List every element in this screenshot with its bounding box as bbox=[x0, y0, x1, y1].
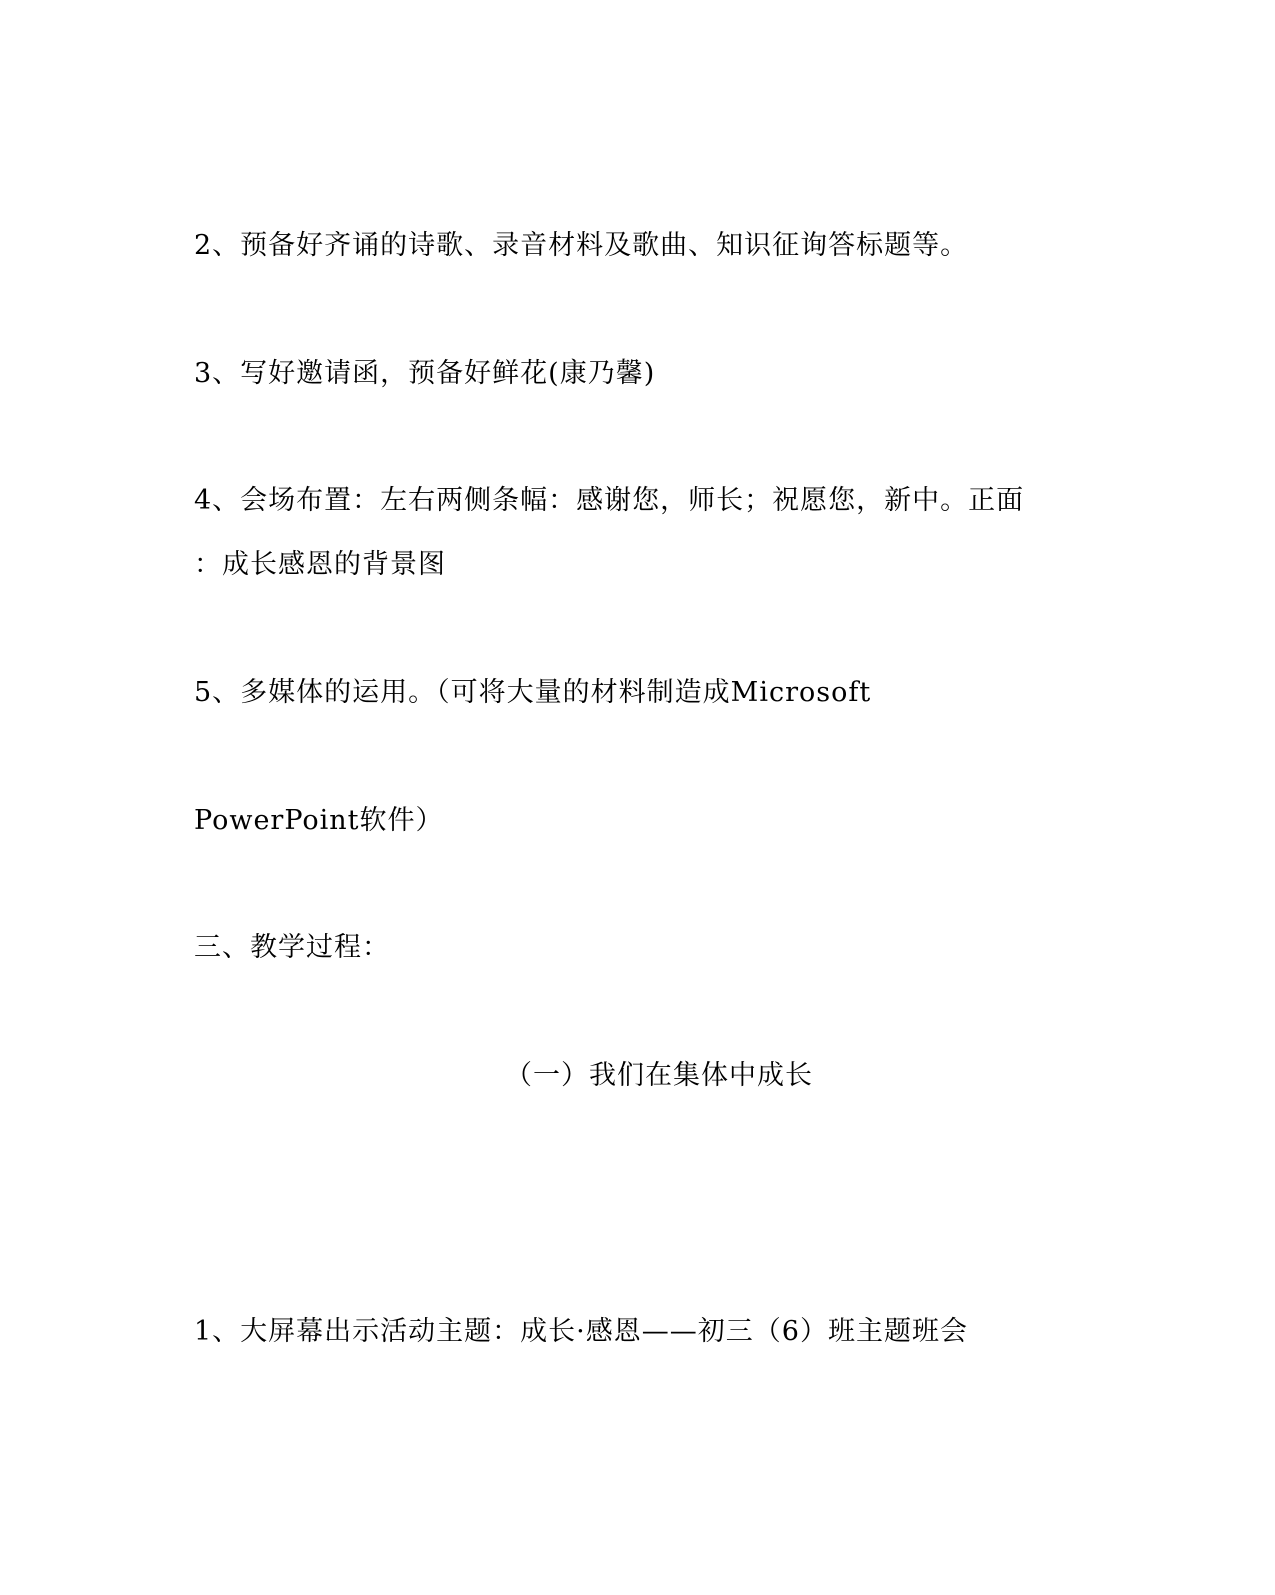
list-item-multimedia: 5、多媒体的运用。（可将大量的材料制造成Microsoft bbox=[194, 677, 872, 708]
list-item-activity-theme: 1、大屏幕出示活动主题：成长·感恩——初三（6）班主题班会 bbox=[194, 1316, 968, 1347]
list-item-invitations-flowers: 3、写好邀请函，预备好鲜花(康乃馨) bbox=[194, 358, 656, 389]
subsection-heading: （一）我们在集体中成长 bbox=[505, 1060, 813, 1091]
list-item-multimedia-continued: PowerPoint软件） bbox=[194, 805, 444, 836]
list-item-venue-layout-continued: ：成长感恩的背景图 bbox=[194, 549, 446, 580]
list-item-venue-layout: 4、会场布置：左右两侧条幅：感谢您，师长；祝愿您，新中。正面 bbox=[194, 485, 1025, 516]
list-item-prepare-materials: 2、预备好齐诵的诗歌、录音材料及歌曲、知识征询答标题等。 bbox=[194, 230, 969, 261]
section-heading-teaching-process: 三、教学过程： bbox=[194, 932, 390, 963]
